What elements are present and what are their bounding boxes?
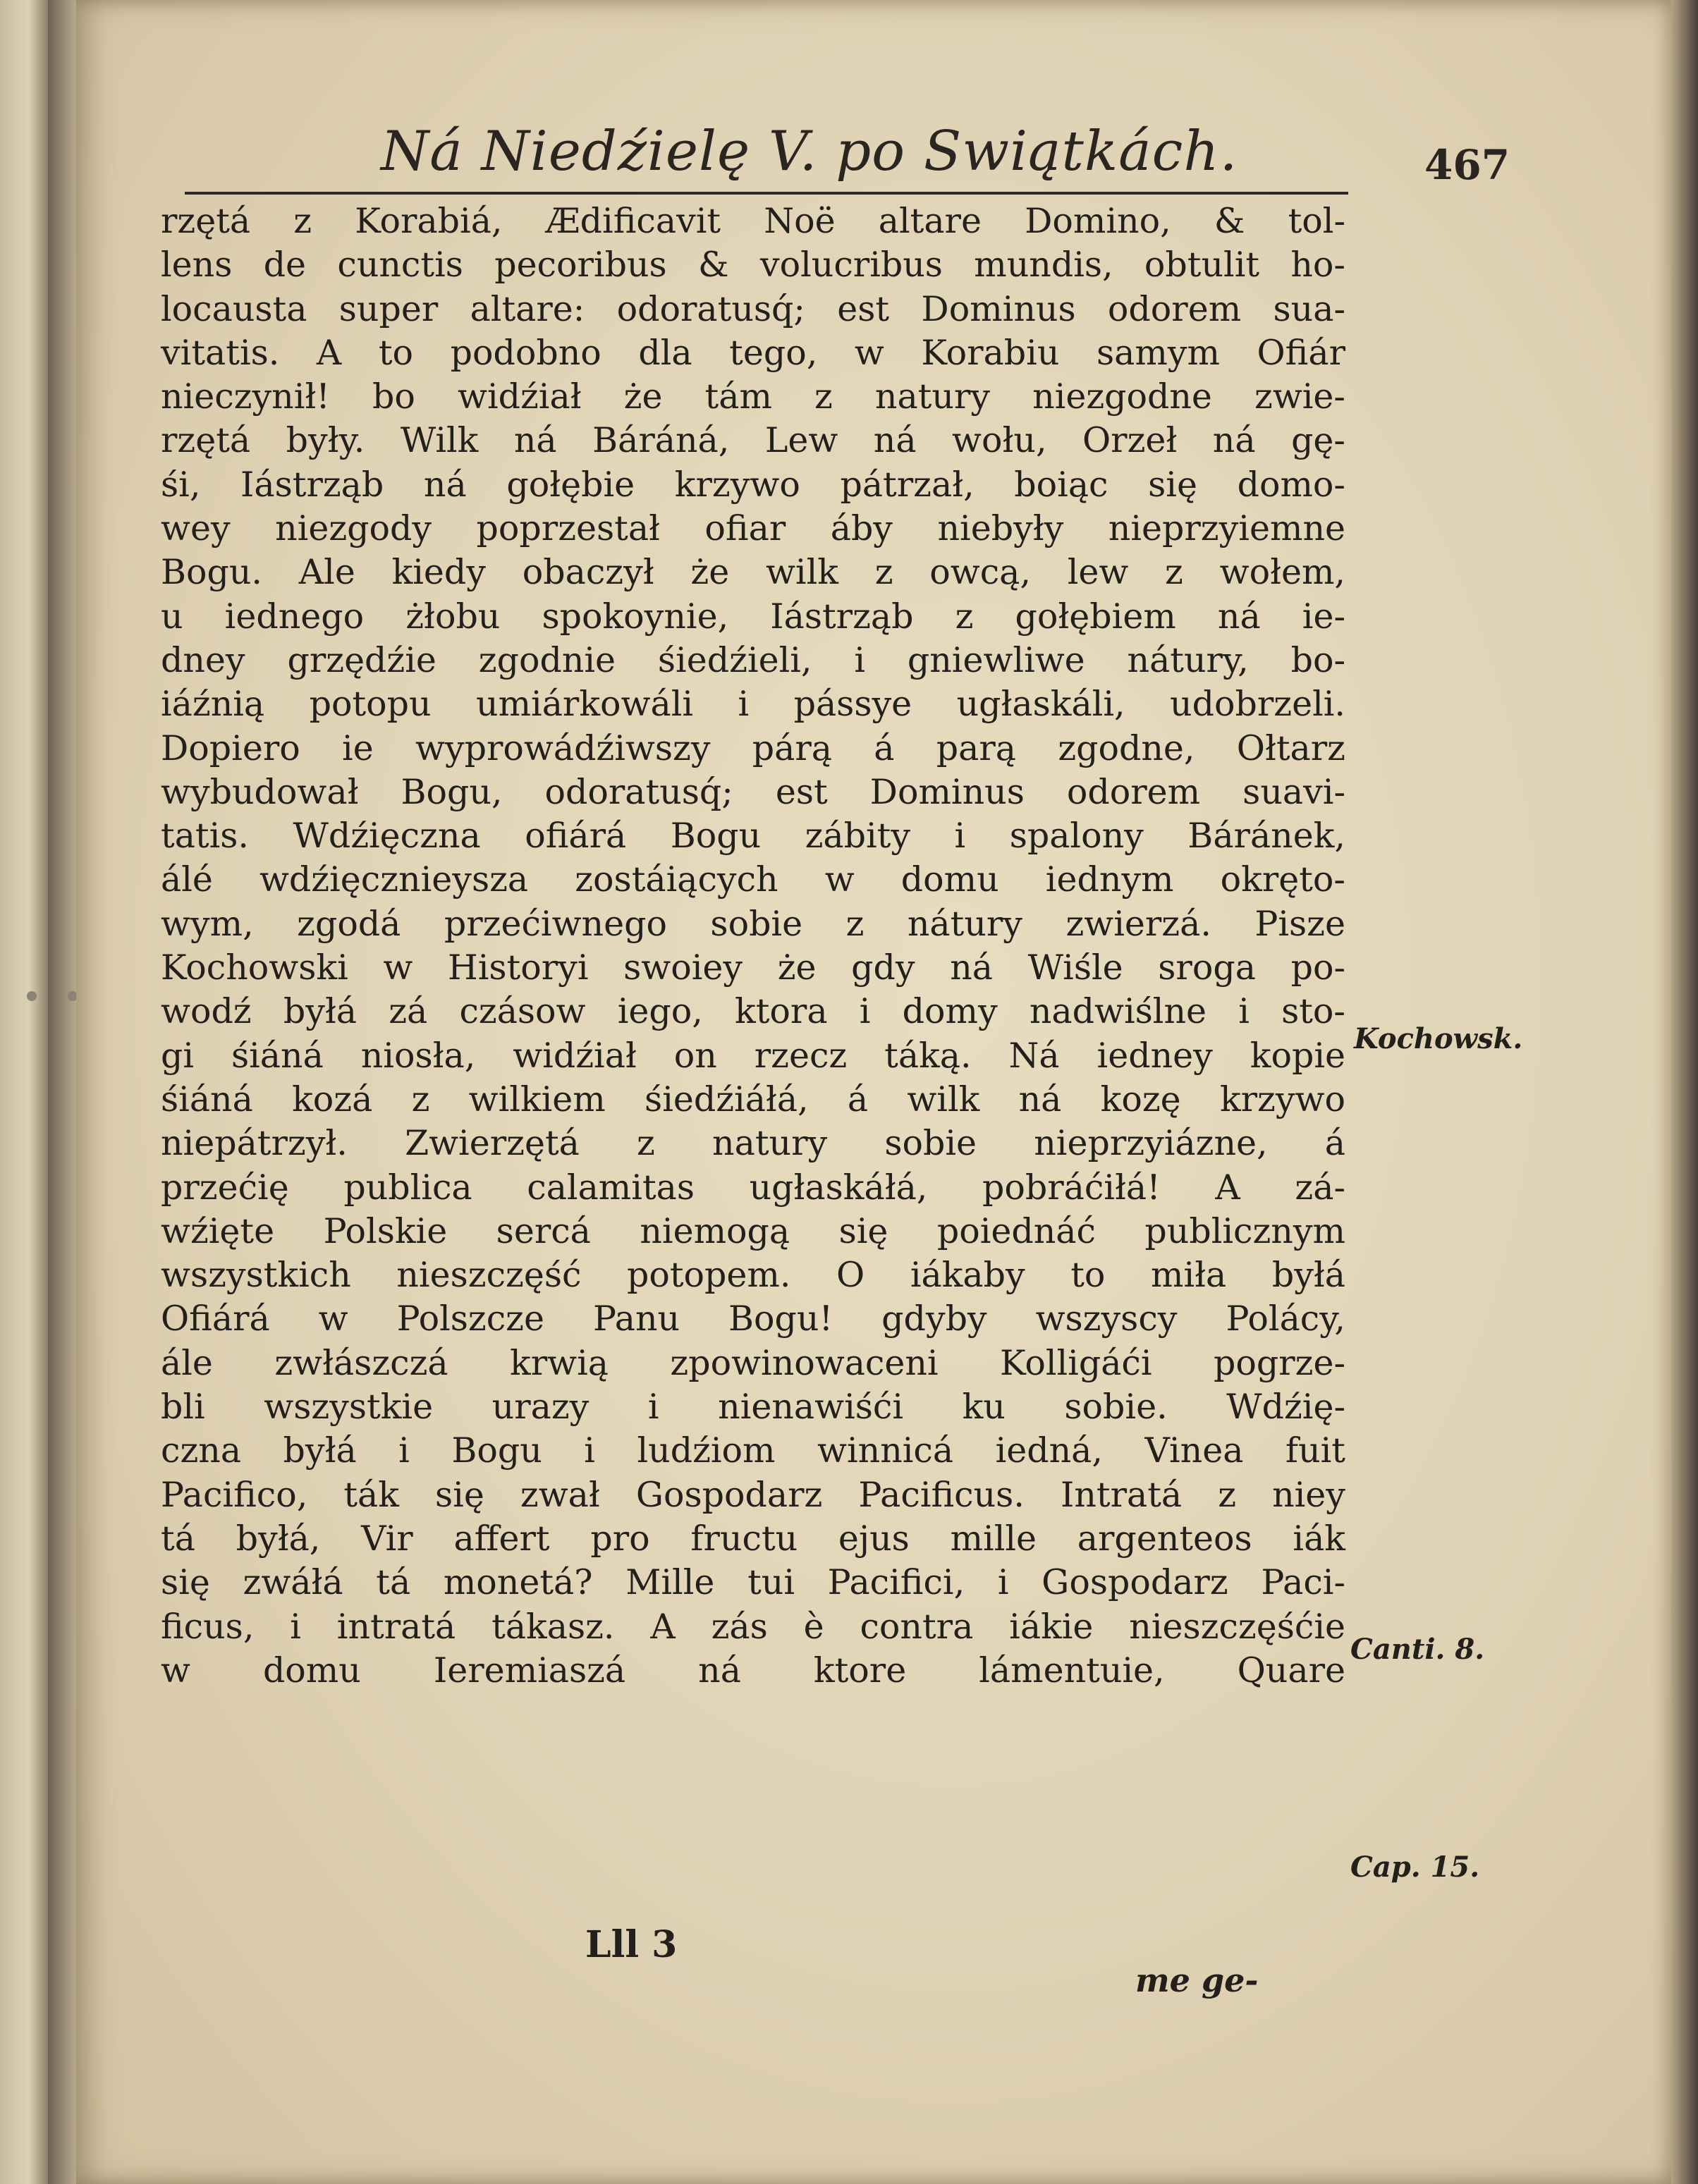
page-right-edge: [1671, 0, 1698, 2184]
text-line: wźięte Polskie sercá niemogą się poiednáć publicznym: [161, 1210, 1345, 1251]
margin-note-chapter: Cap. 15.: [1350, 1851, 1480, 1884]
text-line: nieczynił! bo widźiał że tám z natury niezgodne zwie-: [161, 376, 1345, 417]
text-line: rzętá z Korabiá, Ædificavit Noë altare Domino, & tol-: [161, 201, 1345, 241]
text-line: śiáná kozá z wilkiem śiedźiáłá, á wilk ná kozę krzywo: [161, 1079, 1345, 1119]
book-gutter: [48, 0, 76, 2184]
text-line: Dopiero ie wyprowádźiwszy párą á parą zgodne, Ołtarz: [161, 728, 1345, 768]
page-header: [381, 120, 1544, 197]
text-line: się zwáłá tá monetá? Mille tui Pacifici, i Gospodarz Paci-: [161, 1562, 1345, 1603]
text-line: czna byłá i Bogu i ludźiom winnicá iedná, Vinea fuit: [161, 1430, 1345, 1471]
text-line: wodź byłá zá czásow iego, ktora i domy nadwiślne i sto-: [161, 991, 1345, 1032]
header-rule: [185, 192, 1348, 195]
text-line: bli wszystkie urazy i nienawiśći ku sobie. Wdźię-: [161, 1387, 1345, 1428]
text-line: lens de cunctis pecoribus & volucribus mundis, obtulit ho-: [161, 245, 1345, 286]
previous-page-edge: [0, 0, 48, 2184]
text-line: wey niezgody poprzestał ofiar áby niebyły nieprzyiemne: [161, 508, 1345, 549]
text-line: tatis. Wdźięczna ofiárá Bogu zábity i spalony Báránek,: [161, 816, 1345, 857]
margin-note-canticles: Canti. 8.: [1350, 1633, 1485, 1666]
text-line: vitatis. A to podobno dla tego, w Korabiu samym Ofiár: [161, 332, 1345, 373]
signature-mark: Lll 3: [585, 1923, 678, 1966]
text-line: ále zwłászczá krwią zpowinowaceni Kolligáći pogrze-: [161, 1342, 1345, 1383]
text-line: iáźnią potopu umiárkowáli i pássye ugłaskáli, udobrzeli.: [161, 684, 1345, 725]
text-line: gi śiáná niosła, widźiał on rzecz táką. Ná iedney kopie: [161, 1035, 1345, 1076]
text-line: u iednego żłobu spokoynie, Iástrząb z gołębiem ná ie-: [161, 596, 1345, 637]
text-line: w domu Ieremiaszá ná ktore lámentuie, Quare: [161, 1650, 1345, 1691]
margin-note-kochowski: Kochowsk.: [1354, 1022, 1523, 1055]
text-line: ficus, i intratá tákasz. A zás è contra iákie nieszczęśćie: [161, 1606, 1345, 1647]
text-line: tá byłá, Vir affert pro fructu ejus mille argenteos iák: [161, 1518, 1345, 1559]
text-line: rzętá były. Wilk ná Báráná, Lew ná wołu, Orzeł ná gę-: [161, 420, 1345, 461]
text-line: álé wdźięcznieysza zostáiących w domu iednym okręto-: [161, 859, 1345, 900]
text-line: wybudował Bogu, odoratusq́; est Dominus odorem suavi-: [161, 771, 1345, 812]
text-line: dney grzędźie zgodnie śiedźieli, i gniewliwe nátury, bo-: [161, 639, 1345, 680]
text-line: Ofiárá w Polszcze Panu Bogu! gdyby wszyscy Polácy,: [161, 1299, 1345, 1339]
body-text: [161, 200, 1345, 1693]
text-line: locausta super altare: odoratusq́; est Dominus odorem sua-: [161, 288, 1345, 329]
running-title: Ná Niedźielę V. po Swiątkách.: [381, 120, 1238, 183]
text-line: niepátrzył. Zwierzętá z natury sobie nieprzyiázne, á: [161, 1123, 1345, 1164]
page-number: 467: [1424, 141, 1510, 189]
catchword: me ge-: [1135, 1961, 1259, 1999]
text-line: wym, zgodá przećiwnego sobie z nátury zwierzá. Pisze: [161, 903, 1345, 944]
text-line: Kochowski w Historyi swoiey że gdy ná Wiśle sroga po-: [161, 947, 1345, 988]
text-line: przećię publica calamitas ugłaskáłá, pobráćiłá! A zá-: [161, 1167, 1345, 1208]
text-line: Bogu. Ale kiedy obaczył że wilk z owcą, lew z wołem,: [161, 552, 1345, 593]
text-line: śi, Iástrząb ná gołębie krzywo pátrzał, boiąc się domo-: [161, 464, 1345, 505]
text-line: Pacifico, ták się zwał Gospodarz Pacificus. Intratá z niey: [161, 1474, 1345, 1515]
text-line: wszystkich nieszczęść potopem. O iákaby to miła byłá: [161, 1255, 1345, 1296]
